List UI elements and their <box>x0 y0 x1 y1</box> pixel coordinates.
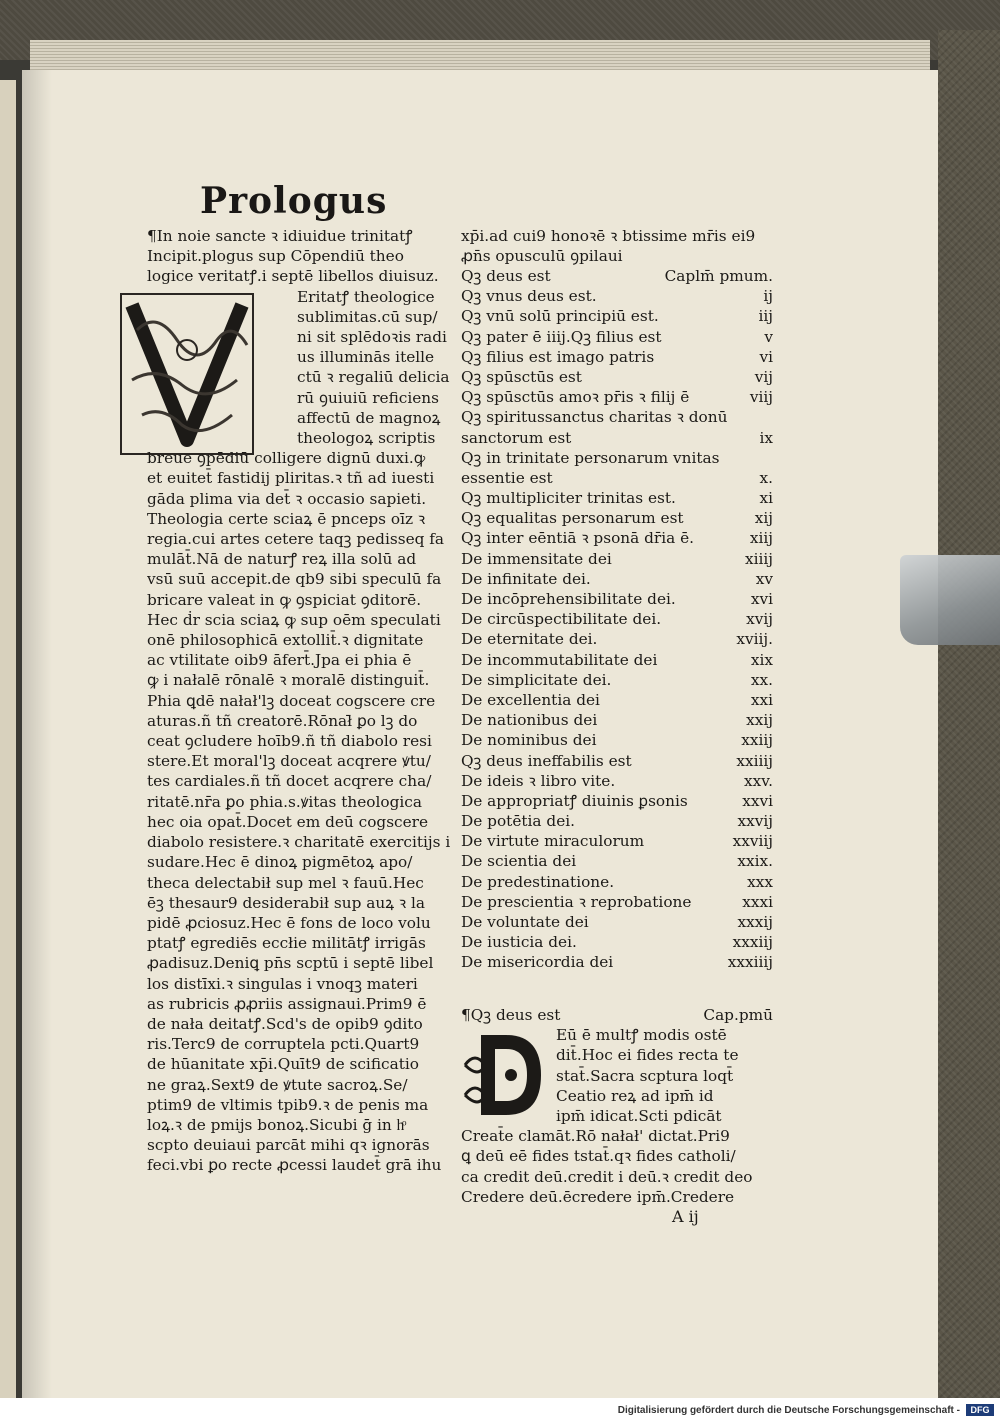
toc-entry <box>461 428 773 448</box>
toc-entry <box>461 508 773 528</box>
toc-entry <box>461 387 773 407</box>
table-of-contents <box>461 266 773 973</box>
toc-entry <box>461 932 773 952</box>
text-line: logice veritatꝭ.i septē libellos diuisuz. <box>147 267 439 286</box>
signature-mark: A ij <box>672 1207 699 1226</box>
text-line: loꝝ.ꝛ de pmijs bonoꝝ.Sicubi ḡ in hͦ <box>147 1115 405 1134</box>
text-line: Theologia certe sciaꝝ ē pnceps oīz ꝛ <box>147 509 426 528</box>
toc-entry-title: De prescientia ꝛ reprobatione <box>461 892 692 911</box>
toc-entry-title: Qꝫ pater ē iiij.Qꝫ filius est <box>461 327 662 346</box>
toc-entry-title: essentie est <box>461 468 553 487</box>
text-line: onē philosophicā extollit̄.ꝛ dignitate <box>147 631 424 650</box>
text-line: hec oia opat̄.Docet em deū cogscere <box>147 812 429 831</box>
text-line: gāda plima via det̄ ꝛ occasio sapieti. <box>147 489 427 508</box>
page-edges <box>30 40 930 74</box>
toc-entry-title: Qꝫ vnus deus est. <box>461 287 597 306</box>
toc-entry-number: xxv. <box>744 771 773 790</box>
toc-entry <box>461 912 773 932</box>
toc-entry <box>461 811 773 831</box>
toc-entry-number: Caplm̄ pmum. <box>664 267 773 285</box>
text-line: regia.cui artes cetere taqꝫ pedisseq fa <box>147 530 445 549</box>
toc-entry-title: Qꝫ inter eēntiā ꝛ psonā dr̄ia ē. <box>461 529 695 548</box>
dfg-logo: DFG <box>966 1404 994 1416</box>
text-line: ni sit splēdoꝛis radi <box>297 328 447 347</box>
text-line: us illuminās itelle <box>297 348 435 367</box>
text-line: Hec ḋr scia sciaꝝ ꝙ sup oēm speculati <box>147 610 441 629</box>
text-line: theca delectabił sup mel ꝛ fauū.Hec <box>147 873 424 892</box>
book-cover-right <box>938 30 1000 1398</box>
text-line: stat̄.Sacra scptura loqt̄ <box>556 1066 734 1085</box>
toc-entry-number: xvij <box>746 610 773 629</box>
text-line: affectū de magnoꝝ <box>297 408 441 427</box>
text-line: ac vtilitate oib9 āfert̄.Jpa ei phia ē <box>147 651 412 670</box>
toc-entry <box>461 367 773 387</box>
toc-entry-number: xix <box>750 650 773 669</box>
toc-entry-title: De incōprehensibilitate dei. <box>461 590 676 608</box>
toc-entry-number: xxxi <box>742 892 773 911</box>
toc-entry-title: Qꝫ vnū solū principiū est. <box>461 307 659 326</box>
toc-entry-number: xxx <box>747 872 773 891</box>
text-line: as rubricis ꝓꝓriis assignaui.Prim9 ē <box>147 994 427 1013</box>
decorated-initial-d <box>461 1025 551 1125</box>
toc-entry-title: De virtute miraculorum <box>461 832 645 851</box>
text-line: xp̄i.ad cui9 honoꝛē ꝛ btissime mr̄is ei9 <box>461 227 756 245</box>
toc-entry-title: Qꝫ deus ineffabilis est <box>461 751 632 770</box>
text-line: ptatꝭ egrediēs eccłie militātꝭ irrigās <box>147 934 426 953</box>
toc-entry-title: Qꝫ in trinitate personarum vnitas <box>461 448 720 467</box>
toc-entry <box>461 549 773 569</box>
page-clip <box>900 555 1000 645</box>
toc-entry <box>461 670 773 690</box>
text-line: ctū ꝛ regaliū delicia <box>297 368 450 387</box>
toc-entry-title: Qꝫ multipliciter trinitas est. <box>461 489 676 508</box>
toc-entry <box>461 751 773 771</box>
page-title: Prologus <box>200 180 388 222</box>
toc-entry-number: xxxij <box>737 913 773 931</box>
toc-entry-title: De incommutabilitate dei <box>461 650 658 669</box>
toc-entry <box>461 266 773 286</box>
toc-entry-number: xxiiij <box>736 751 773 770</box>
text-line: Eritatꝭ theologice <box>297 287 435 306</box>
toc-entry-title: De nominibus dei <box>461 731 597 750</box>
text-line: Creat̄e clamāt.Rō nałał' dictat.Pri9 <box>461 1127 730 1146</box>
toc-entry-number: xv <box>755 569 773 588</box>
toc-entry <box>461 589 773 609</box>
text-line: ris.Terc9 de corruptela pcti.Quart9 <box>147 1035 420 1054</box>
toc-entry-title: De voluntate dei <box>461 913 589 931</box>
toc-entry-title: Qꝫ deus est <box>461 267 551 285</box>
toc-entry-number: vij <box>754 367 773 386</box>
text-line: vsū suū accepit.de qb9 sibi speculū fa <box>147 570 442 589</box>
toc-entry-title: De immensitate dei <box>461 549 612 568</box>
text-line: tes cardiales.ñ tñ docet acqrere cha/ <box>147 772 432 791</box>
right-column-intro <box>461 226 773 266</box>
toc-entry-title: De simplicitate dei. <box>461 670 612 689</box>
text-line: feci.vbi ꝑo recte ꝓcessi laudet̄ grā ihu <box>147 1156 442 1175</box>
toc-entry-number: xi <box>759 489 773 508</box>
toc-entry-number: xxij <box>746 711 773 730</box>
text-line: ꝓadisuz.Deniꝗ pn̄s scptū i septē libel <box>147 954 434 973</box>
toc-entry-title: Qꝫ spūsctūs amoꝛ pr̄is ꝛ filij ē <box>461 388 690 407</box>
toc-entry-title: Qꝫ equalitas personarum est <box>461 509 684 528</box>
toc-entry <box>461 710 773 730</box>
toc-entry-number: xxviij <box>732 832 773 851</box>
toc-entry-number: xxxiij <box>732 933 773 952</box>
text-line: ēꝫ thesaur9 desiderabił sup auꝝ ꝛ la <box>147 893 426 912</box>
text-line: bricare valeat in ꝙ ꝯspiciat ꝯditorē. <box>147 590 422 609</box>
toc-entry <box>461 448 773 468</box>
toc-entry <box>461 952 773 972</box>
text-line: ne graꝝ.Sext9 de ꝟtute sacroꝝ.Se/ <box>147 1075 408 1094</box>
toc-entry-title: Qꝫ spūsctūs est <box>461 367 582 386</box>
text-line: ¶In noie sancte ꝛ idiuidue trinitatꝭ <box>147 227 413 245</box>
toc-entry-title: De potētia dei. <box>461 812 576 831</box>
toc-entry-number: ij <box>763 287 773 306</box>
toc-entry <box>461 347 773 367</box>
text-line: mulāt̄.Nā de naturꝭ reꝝ illa solū ad <box>147 550 417 569</box>
toc-entry-number: xxiij <box>741 731 773 750</box>
chapter-heading-number: Cap.pmū <box>703 1006 773 1024</box>
toc-entry <box>461 327 773 347</box>
toc-entry <box>461 650 773 670</box>
text-line: los distīxi.ꝛ singulas i vnoqꝫ materi <box>147 974 418 993</box>
toc-entry-title: Qꝫ filius est imago patris <box>461 347 655 366</box>
toc-entry <box>461 690 773 710</box>
toc-entry-number: vi <box>759 347 773 366</box>
text-line: scpto deuiaui parcāt mihi qꝛ ignorās <box>147 1136 430 1155</box>
toc-entry-title: De infinitate dei. <box>461 569 591 588</box>
text-line: breue ꝯpēdiū colligere dignū duxi.ꝙ <box>147 449 426 468</box>
toc-entry <box>461 872 773 892</box>
text-line: stere.Et moral'lꝫ doceat acqrere ꝟtu/ <box>147 752 431 771</box>
toc-entry <box>461 468 773 488</box>
toc-entry-title: De ideis ꝛ libro vite. <box>461 771 616 790</box>
toc-entry-title: Qꝫ spiritussanctus charitas ꝛ donū <box>461 408 728 427</box>
left-page-edge <box>0 80 16 1398</box>
text-line: ꝗ deū eē fides tstat̄.qꝛ fides catholi/ <box>461 1147 736 1166</box>
text-line: Ceatio reꝝ ad ipm̄ id <box>556 1086 714 1105</box>
toc-entry-number: xxix. <box>737 852 773 871</box>
text-line: ptim9 de vltimis tpib9.ꝛ de penis ma <box>147 1095 429 1114</box>
text-line: ritatē.nr̄a ꝑo phia.s.ꝟitas theologica <box>147 792 422 811</box>
toc-entry-number: xiij <box>749 529 773 548</box>
toc-entry <box>461 528 773 548</box>
text-line: pidē ꝓciosuz.Hec ē fons de loco volu <box>147 913 431 932</box>
text-line: Incipit.plogus sup Cōpendiū theo <box>147 247 404 266</box>
toc-entry-number: xxvi <box>742 791 773 810</box>
toc-entry <box>461 609 773 629</box>
text-line: ceat ꝯcludere hoīb9.ñ tñ diabolo resi <box>147 732 432 751</box>
text-line: aturas.ñ tñ creatorē.Rōnał̄ ꝑo lꝫ do <box>147 711 418 730</box>
toc-entry-number: xx. <box>750 670 773 689</box>
toc-entry <box>461 488 773 508</box>
toc-entry-title: De eternitate dei. <box>461 630 598 649</box>
toc-entry-number: xviij. <box>736 630 773 649</box>
toc-entry-title: De circūspectibilitate dei. <box>461 610 662 629</box>
toc-entry-title: sanctorum est <box>461 428 572 447</box>
text-line: ipm̄ idicat.Scti pdicāt <box>556 1107 722 1125</box>
toc-entry <box>461 851 773 871</box>
chapter-heading-text: ¶Qꝫ deus est <box>461 1006 561 1024</box>
toc-entry-title: De misericordia dei <box>461 953 614 972</box>
toc-entry-number: xiiij <box>744 549 773 568</box>
text-line: Eū ē multꝭ modis ostē <box>556 1026 727 1045</box>
toc-entry-number: v <box>764 327 773 346</box>
text-line: Credere deū.ēcredere ipm̄.Credere <box>461 1187 735 1206</box>
toc-entry-title: De appropriatꝭ diuinis ꝑsonis <box>461 791 688 810</box>
text-line: de nała deitatꝭ.Scd's de opib9 ꝯdito <box>147 1014 423 1033</box>
chapter-heading <box>461 1005 773 1025</box>
toc-entry-number: xxvij <box>737 812 773 831</box>
footer-bar <box>0 1398 1000 1423</box>
toc-entry-title: De nationibus dei <box>461 711 598 730</box>
toc-entry-number: iij <box>758 307 773 326</box>
text-line: dit̄.Hoc ei fides recta te <box>556 1046 739 1065</box>
toc-entry <box>461 569 773 589</box>
toc-entry-number: xxxiiij <box>727 953 773 972</box>
toc-entry <box>461 771 773 791</box>
toc-entry-number: viij <box>749 388 773 407</box>
text-line: et euitet̄ fastidij pliritas.ꝛ tñ ad iuesti <box>147 469 435 488</box>
toc-entry <box>461 306 773 326</box>
toc-entry <box>461 629 773 649</box>
text-line: ca credit deū.credit i deū.ꝛ credit deo <box>461 1167 753 1186</box>
toc-entry-number: x. <box>759 468 773 487</box>
toc-entry-number: xvi <box>750 590 773 608</box>
toc-entry-number: xxi <box>750 690 773 709</box>
toc-entry <box>461 730 773 750</box>
toc-entry-title: De iusticia dei. <box>461 933 577 952</box>
text-line: Phia ꝗdē nałał'lꝫ doceat cogscere cre <box>147 691 436 710</box>
text-line: sudare.Hec ē dinoꝝ pigmētoꝝ apo/ <box>147 853 413 872</box>
text-line: sublimitas.cū sup/ <box>297 307 438 326</box>
toc-entry-title: De predestinatione. <box>461 872 615 891</box>
toc-entry-number: ix <box>759 428 773 447</box>
funding-notice: Digitalisierung gefördert durch die Deutsche Forschungsgemeinschaft - <box>617 1405 960 1416</box>
text-line: diabolo resistere.ꝛ charitatē exercitijs i <box>147 833 451 852</box>
left-column <box>147 226 459 1176</box>
toc-entry <box>461 286 773 306</box>
toc-entry-title: De scientia dei <box>461 852 577 871</box>
text-line: de hūanitate xp̄i.Quīt9 de scificatio <box>147 1055 419 1074</box>
toc-entry <box>461 892 773 912</box>
toc-entry-title: De excellentia dei <box>461 690 600 709</box>
toc-entry <box>461 791 773 811</box>
toc-entry-number: xij <box>754 509 773 528</box>
toc-entry <box>461 831 773 851</box>
text-line: ꝙ i nałalē rōnalē ꝛ moralē distinguit̄. <box>147 671 430 690</box>
text-line: rū ꝯuiuiū reficiens <box>297 388 439 407</box>
text-line: ꝓn̄s opusculū ꝯpilaui <box>461 247 623 266</box>
toc-entry <box>461 407 773 427</box>
text-line: theologoꝝ scriptis <box>297 429 436 448</box>
